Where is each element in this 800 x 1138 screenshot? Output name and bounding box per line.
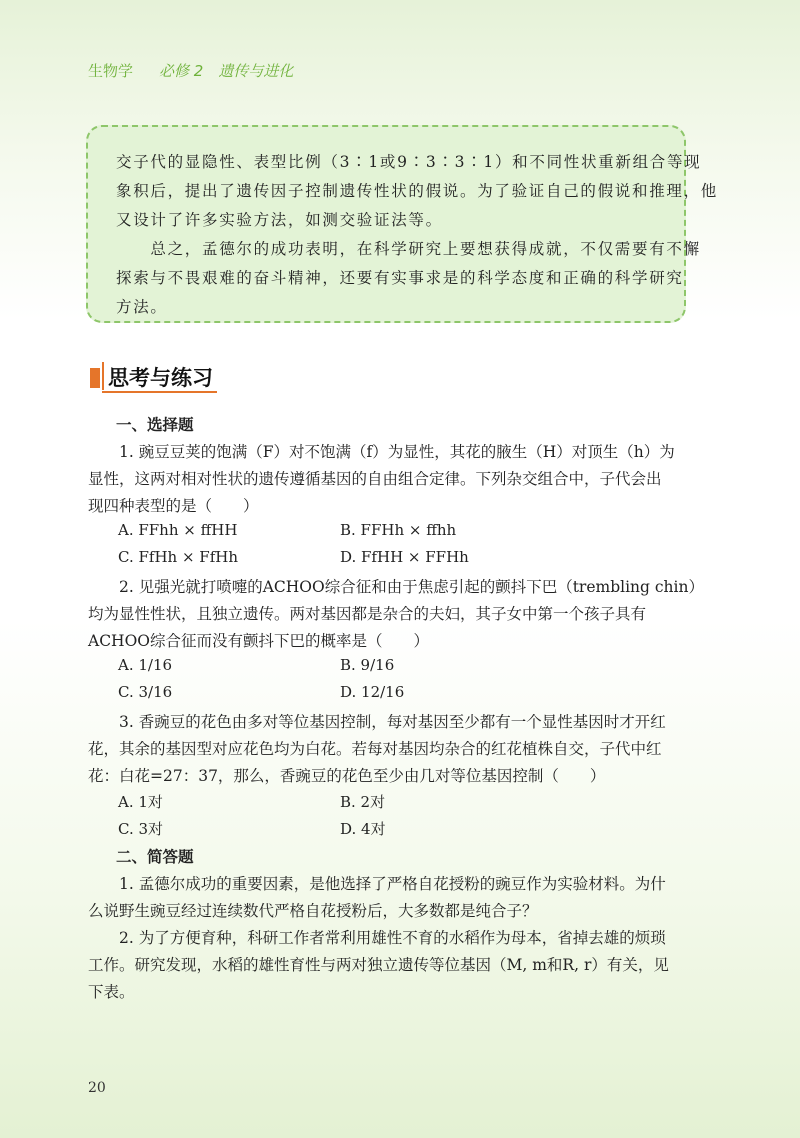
question-line: 下表。 xyxy=(88,983,135,1001)
question-line: 花，其余的基因型对应花色均为白花。若每对基因均杂合的红花植株自交，子代中红 xyxy=(88,740,662,758)
option-a: A. 1对 xyxy=(118,793,163,811)
part2-heading: 二、简答题 xyxy=(116,848,194,866)
question-line: 均为显性性状，且独立遗传。两对基因都是杂合的夫妇，其子女中第一个孩子具有 xyxy=(88,605,647,623)
page-number: 20 xyxy=(88,1080,106,1096)
question-line: 3. 香豌豆的花色由多对等位基因控制，每对基因至少都有一个显性基因时才开红 xyxy=(88,713,666,731)
note-line: 方法。 xyxy=(116,298,168,316)
option-c: C. 3/16 xyxy=(118,683,173,701)
section-bar xyxy=(102,362,104,390)
header-book: 必修 2 遗传与进化 xyxy=(159,62,294,80)
note-line: 又设计了许多实验方法，如测交验证法等。 xyxy=(116,211,443,229)
question-line: 2. 为了方便育种，科研工作者常利用雄性不育的水稻作为母本，省掉去雄的烦琐 xyxy=(88,929,666,947)
note-line: 总之，孟德尔的成功表明，在科学研究上要想获得成就，不仅需要有不懈 xyxy=(116,240,701,258)
option-b: B. FFHh × ffhh xyxy=(340,521,457,539)
question-line: 工作。研究发现，水稻的雄性育性与两对独立遗传等位基因（M, m和R, r）有关，见 xyxy=(88,956,669,974)
question-line: 么说野生豌豆经过连续数代严格自花授粉后，大多数都是纯合子？ xyxy=(88,902,538,920)
option-a: A. 1/16 xyxy=(118,656,173,674)
option-d: D. FfHH × FFHh xyxy=(340,548,469,566)
question-line: ACHOO综合征而没有颤抖下巴的概率是（ ） xyxy=(88,632,429,650)
question-line: 现四种表型的是（ ） xyxy=(88,497,259,515)
option-b: B. 9/16 xyxy=(340,656,395,674)
question-line: 2. 见强光就打喷嚏的ACHOO综合征和由于焦虑引起的颤抖下巴（trembling chin） xyxy=(88,578,704,596)
note-line: 探索与不畏艰难的奋斗精神，还要有实事求是的科学态度和正确的科学研究 xyxy=(116,269,684,287)
running-header xyxy=(88,60,293,81)
question-line: 花：白花=27：37，那么，香豌豆的花色至少由几对等位基因控制（ ） xyxy=(88,767,606,785)
option-c: C. FfHh × FfHh xyxy=(118,548,238,566)
section-underline xyxy=(102,391,217,393)
option-a: A. FFhh × ffHH xyxy=(118,521,238,539)
option-b: B. 2对 xyxy=(340,793,386,811)
section-title xyxy=(90,360,220,392)
question-line: 1. 豌豆豆荚的饱满（F）对不饱满（f）为显性，其花的腋生（H）对顶生（h）为 xyxy=(88,443,675,461)
note-line: 象积后，提出了遗传因子控制遗传性状的假说。为了验证自己的假说和推理，他 xyxy=(116,182,719,200)
section-ribbon-icon xyxy=(90,368,100,388)
option-d: D. 12/16 xyxy=(340,683,405,701)
note-line: 交子代的显隐性、表型比例（3∶1或9∶3∶3∶1）和不同性状重新组合等现 xyxy=(116,153,702,171)
question-line: 显性，这两对相对性状的遗传遵循基因的自由组合定律。下列杂交组合中，子代会出 xyxy=(88,470,662,488)
option-c: C. 3对 xyxy=(118,820,164,838)
section-title-text: 思考与练习 xyxy=(108,366,213,390)
part1-heading: 一、选择题 xyxy=(116,416,194,434)
option-d: D. 4对 xyxy=(340,820,386,838)
question-line: 1. 孟德尔成功的重要因素，是他选择了严格自花授粉的豌豆作为实验材料。为什 xyxy=(88,875,666,893)
header-subject: 生物学 xyxy=(88,62,134,80)
